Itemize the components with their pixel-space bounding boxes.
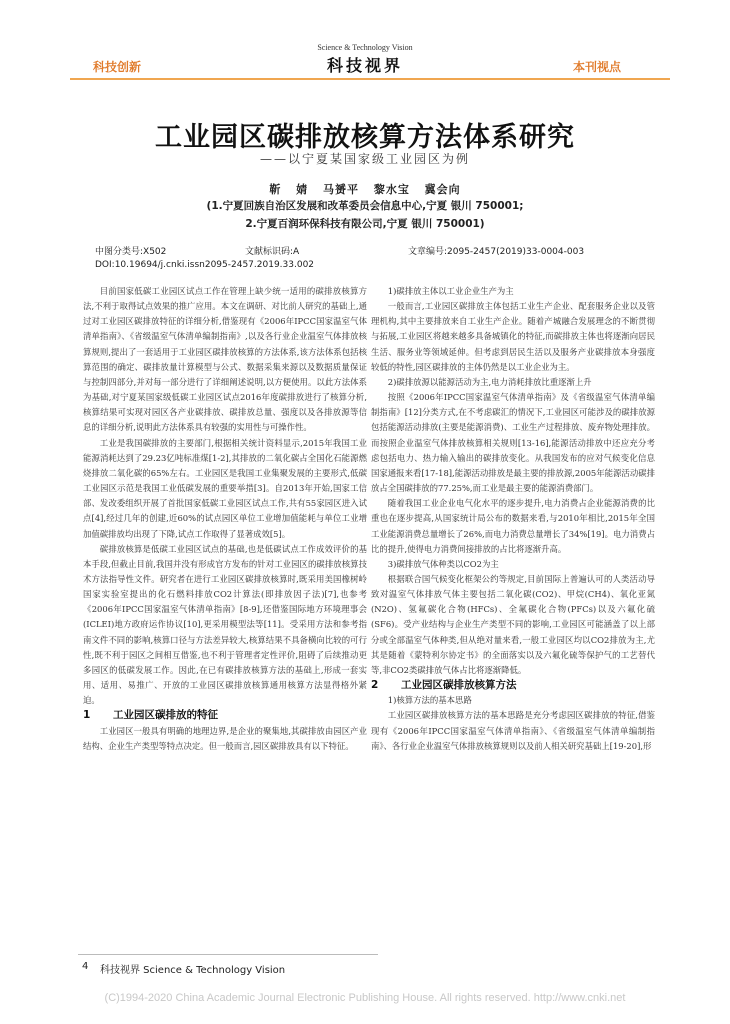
- body-paragraph: 一般而言,工业园区碳排放主体包括工业生产企业、配套服务企业以及管理机构,其中主要排放来自工业生产企业。随着产城融合发展理念的不断贯彻与拓展,工业园区将越来越多具备城镇化的特征,而碳排放主体也将逐渐向居民生活、服务业等领域延伸。但考虑到居民生活以及服务产业碳排放本身强度较低的特性,园区碳排放的主体仍然是以工业企业为主。: [371, 301, 655, 372]
- copyright-watermark: (C)1994-2020 China Academic Journal Electronic Publishing House. All rights reserved. http://www.cnki.net: [104, 992, 626, 1004]
- abstract-paragraph: 目前国家低碳工业园区试点工作在管理上缺少统一适用的碳排放核算方法,不利于取得试点效果的推广应用。本文在调研、对比前人研究的基础上,通过对工业园区碳排放特征的详细分析,借鉴现有《2006年IPCC国家温室气体清单指南》、《省级温室气体清单编制指南》,以及各行业企业温室气体排放核算规则,提出了一套适用于工业园区碳排放核算的方法体系,该方法体系包括核算范围的确定、碳排放量计算模型与公式、数据采集来源以及数据质量保证与控制四部分,并对每一部分进行了详细阐述说明,以方便使用。以此方法体系为基础,对宁夏某国家级低碳工业园区试点2016年度碳排放进行了核算分析,核算结果可实现对园区各产业碳排放、碳排放总量、强度以及各排放源等信息的详细分析,说明此方法体系具有较强的实用性与可操作性。: [83, 286, 367, 433]
- clc-number: 中图分类号:X502: [95, 247, 167, 257]
- journal-title: 科技视界: [326, 56, 403, 75]
- author-affiliations: [0, 197, 730, 233]
- body-paragraph: 碳排放核算是低碳工业园区试点的基础,也是低碳试点工作成效评价的基本手段,但截止目前,我国并没有形成官方发布的针对工业园区的碳排放核算技术方法指导性文件。研究者在进行工业园区碳排放核算时,既采用美国橡树岭国家实验室提出的化石燃料排放CO2计算法(即排放因子法)[7],也参考《2006年IPCC国家温室气体清单指南》[8-9],还借鉴国际地方环境理事会(ICLEI)地方政府运作协议[10],更采用模型法等[11]。受采用方法和参考指南文件不同的影响,核算口径与方法差异较大,核算结果不具备横向比较的可行性,既不利于园区之间相互借鉴,也不利于管理者定性评价,阻碍了后续推动更多园区的低碳发展工作。因此,在已有碳排放核算方法的基础上,形成一套实用、适用、易推广、开放的工业园区碳排放核算通用核算方法显得格外紧迫。: [83, 543, 367, 706]
- affiliation-line-2: 2.宁夏百润环保科技有限公司,宁夏 银川 750001): [245, 218, 485, 230]
- doi: DOI:10.19694/j.cnki.issn2095-2457.2019.33.002: [95, 260, 315, 270]
- body-paragraph: 工业园区一般具有明确的地理边界,是企业的聚集地,其碳排放由园区产业结构、企业生产类型等特点决定。但一般而言,园区碳排放具有以下特征。: [83, 725, 367, 751]
- body-paragraph: 工业是我国碳排放的主要部门,根据相关统计资料显示,2015年我国工业能源消耗达到了29.23亿吨标准煤[1-2],其排放的二氧化碳占全国化石能源燃烧排放二氧化碳的65%左右。工业园区是我国工业集聚发展的主要形式,低碳工业园区示范是我国工业低碳发展的重要举措[3]。自2013年开始,国家工信部、发改委组织开展了首批国家低碳工业园区试点工作,共有55家园区进入试点[4],经过几年的创建,近60%的试点园区单位工业增加值能耗与单位工业增加值碳排放均出现了下降,试点工作取得了显著成效[5]。: [83, 437, 367, 539]
- section-heading-2: 2 工业园区碳排放核算方法: [371, 679, 517, 692]
- body-paragraph: 工业园区碳排放核算方法的基本思路是充分考虑园区碳排放的特征,借鉴现有《2006年IPCC国家温室气体清单指南》、《省级温室气体清单编制指南》、各行业企业温室气体排放核算规则以及前人相关研究基础上[19-20],形: [371, 710, 655, 751]
- subheading: 1)核算方法的基本思路: [387, 695, 472, 706]
- header-divider: [70, 78, 670, 80]
- subheading: 1)碳排放主体以工业企业生产为主: [387, 286, 514, 296]
- footer-divider: [78, 954, 378, 955]
- article-title: 工业园区碳排放核算方法体系研究: [155, 122, 575, 153]
- body-paragraph: 根据联合国气候变化框架公约等规定,目前国际上普遍认可的人类活动导致对温室气体排放气体主要包括二氧化碳(CO2)、甲烷(CH4)、氧化亚氮(N2O)、氢氟碳化合物(HFCs)、全氟碳化合物(PFCs)以及六氟化硫(SF6)。受产业结构与企业生产类型不同的影响,工业园区可能涵盖了以上部分或全部温室气体种类,但从绝对量来看,一般工业园区均以CO2排放为主,尤其是随着《蒙特利尔协定书》的全面落实以及六氟化硫等保护气的工艺替代等,非CO2类碳排放气体占比将逐渐降低。: [371, 573, 655, 675]
- section-heading-1: 1 工业园区碳排放的特征: [83, 709, 218, 722]
- article-number: 文章编号:2095-2457(2019)33-0004-003: [408, 247, 585, 257]
- page-number: 4: [82, 961, 89, 972]
- section-label-right: 本刊视点: [573, 60, 622, 74]
- left-column: [83, 284, 367, 754]
- article-authors: 靳 婧 马赟平 黎水宝 冀会向: [269, 183, 461, 196]
- body-paragraph: 按照《2006年IPCC国家温室气体清单指南》及《省级温室气体清单编制指南》[12]分类方式,在不考虑碳汇的情况下,工业园区可能涉及的碳排放源包括能源活动排放(主要是能源消费)、工业生产过程排放、废弃物处理排放。而按照企业温室气体排放核算相关规则[13-16],能源活动排放中还应充分考虑包括电力、热力输入输出的碳排放变化。从我国发布的应对气候变化信息国家通报来看[17-18],能源活动排放是最主要的排放源,2005年能源活动碳排放占全国碳排放的77.25%,而工业是最主要的能源消费部门。: [371, 392, 655, 494]
- footer-journal: 科技视界 Science & Technology Vision: [100, 965, 286, 976]
- subheading: 3)碳排放气体种类以CO2为主: [387, 558, 499, 569]
- article-subtitle: ——以宁夏某国家级工业园区为例: [259, 152, 470, 166]
- affiliation-line-1: (1.宁夏回族自治区发展和改革委员会信息中心,宁夏 银川 750001;: [206, 200, 524, 212]
- right-column: [371, 284, 655, 754]
- journal-english-name: Science & Technology Vision: [317, 43, 413, 52]
- document-code: 文献标识码:A: [245, 247, 300, 257]
- section-label-left: 科技创新: [93, 60, 142, 74]
- subheading: 2)碳排放源以能源活动为主,电力消耗排放比重逐渐上升: [387, 376, 592, 387]
- body-paragraph: 随着我国工业企业电气化水平的逐步提升,电力消费占企业能源消费的比重也在逐步提高,从国家统计局公布的数据来看,与2010年相比,2015年全国工业能源消费总量增长了26%,而电力消费总量增长了34%[19]。电力消费占比的提升,使得电力消费间接排放的占比将逐渐升高。: [371, 498, 655, 554]
